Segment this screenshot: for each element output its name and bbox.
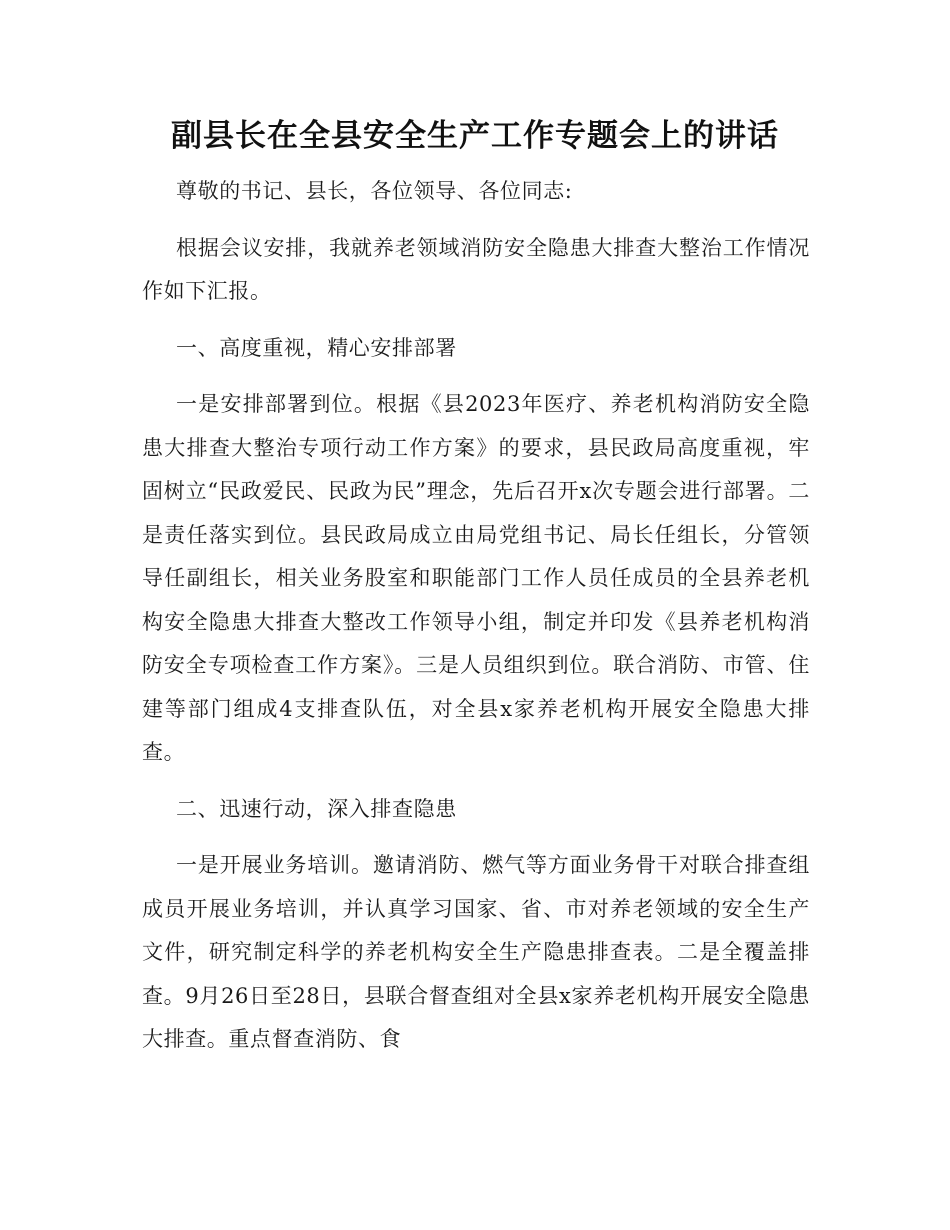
section-heading-1: 一、高度重视，精心安排部署 xyxy=(176,335,457,360)
document-title: 副县长在全县安全生产工作专题会上的讲话 xyxy=(171,118,779,154)
section-heading-2: 二、迅速行动，深入排查隐患 xyxy=(176,796,457,821)
greeting-paragraph: 尊敬的书记、县长，各位领导、各位同志: xyxy=(176,179,573,203)
section-body-2: 一是开展业务培训。邀请消防、燃气等方面业务骨干对联合排查组成员开展业务培训，并认真学习国家、省、市对养老领域的安全生产文件，研究制定科学的养老机构安全生产隐患排查表。二是全覆盖排查。9月26日至28日，县联合督查组对全县x家养老机构开展安全隐患大排查。重点督查消防、食 xyxy=(142,853,810,1051)
section-body-1: 一是安排部署到位。根据《县2023年医疗、养老机构消防安全隐患大排查大整治专项行动工作方案》的要求，县民政局高度重视，牢固树立“民政爱民、民政为民”理念，先后召开x次专题会进行部署。二是责任落实到位。县民政局成立由局党组书记、局长任组长，分管领导任副组长，相关业务股室和职能部门工作人员任成员的全县养老机构安全隐患大排查大整改工作领导小组，制定并印发《县养老机构消防安全专项检查工作方案》。三是人员组织到位。联合消防、市管、住建等部门组成4支排查队伍，对全县x家养老机构开展安全隐患大排查。 xyxy=(142,392,810,764)
document-body xyxy=(142,170,810,1075)
intro-paragraph: 根据会议安排，我就养老领域消防安全隐患大排查大整治工作情况作如下汇报。 xyxy=(142,235,810,303)
